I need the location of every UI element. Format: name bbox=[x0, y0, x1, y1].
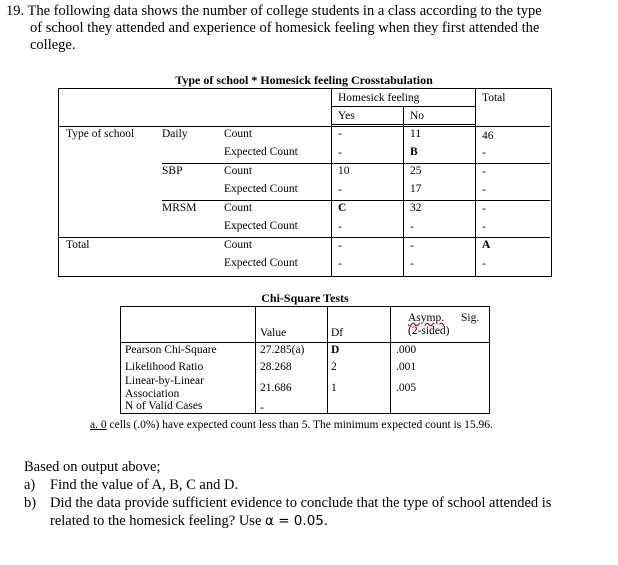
chisq-header-sig: Sig. bbox=[461, 312, 480, 324]
cell-unknown-c: C bbox=[338, 202, 347, 214]
cell-value: - bbox=[482, 258, 486, 270]
part-a bbox=[24, 476, 614, 494]
row-label-count: Count bbox=[224, 128, 253, 140]
header-total: Total bbox=[482, 92, 506, 104]
crosstab-divider bbox=[475, 88, 476, 276]
cell-value: - bbox=[482, 203, 486, 215]
cell-value: - bbox=[338, 221, 342, 233]
cell-value: - bbox=[338, 240, 342, 252]
cell-value: - bbox=[482, 221, 486, 233]
question-line-1: 19. The following data shows the number of college students in a class according to the type bbox=[6, 3, 542, 19]
cell-value: - bbox=[338, 147, 342, 159]
cell-value: - bbox=[482, 147, 486, 159]
chisq-value: 27.285(a) bbox=[260, 344, 305, 356]
intro-text: Based on output above; bbox=[24, 459, 161, 475]
cell-value: - bbox=[410, 240, 414, 252]
crosstab-table bbox=[58, 88, 552, 277]
question-line-3: college. bbox=[30, 37, 76, 53]
chisq-row-label: Likelihood Ratio bbox=[125, 361, 204, 373]
part-b-text: Did the data provide sufficient evidence to conclude that the type of school attended is bbox=[50, 495, 552, 511]
chisq-divider bbox=[327, 306, 328, 413]
chisq-row-label: Linear-by-Linear bbox=[125, 375, 204, 387]
row-label-expected: Expected Count bbox=[224, 257, 298, 269]
group-name-daily: Daily bbox=[162, 128, 188, 140]
row-label-count: Count bbox=[224, 202, 253, 214]
cell-value: 10 bbox=[338, 165, 350, 177]
cell-unknown-a: A bbox=[482, 239, 491, 251]
cell-value: - bbox=[410, 258, 414, 270]
cell-value: - bbox=[338, 258, 342, 270]
row-label-expected: Expected Count bbox=[224, 183, 298, 195]
chisq-df: 1 bbox=[331, 382, 337, 394]
chisq-title: Chi-Square Tests bbox=[261, 291, 349, 305]
header-yes: Yes bbox=[338, 110, 355, 122]
chisq-header-two-sided: (2-sided) bbox=[408, 325, 450, 337]
crosstab-divider bbox=[58, 126, 550, 127]
crosstab-divider bbox=[162, 163, 550, 164]
part-b-continued bbox=[24, 512, 614, 530]
row-header-total: Total bbox=[66, 239, 90, 251]
part-b-text-2: related to the homesick feeling? Use bbox=[50, 513, 262, 529]
cell-value: 32 bbox=[410, 202, 422, 214]
crosstab-divider bbox=[403, 106, 404, 276]
row-header-type-of-school: Type of school bbox=[66, 128, 135, 140]
cell-unknown-b: B bbox=[410, 146, 418, 158]
header-homesick-feeling: Homesick feeling bbox=[338, 92, 420, 104]
chisq-sig: .001 bbox=[396, 361, 417, 373]
chisq-value: 21.686 bbox=[260, 382, 292, 394]
chisq-sig: .005 bbox=[396, 382, 417, 394]
cell-value: - bbox=[410, 221, 414, 233]
chisq-sig: .000 bbox=[396, 344, 417, 356]
chisq-row-label: N of Valid Cases bbox=[125, 400, 203, 412]
cell-value: 11 bbox=[410, 128, 422, 140]
chisq-header-asymp: Asymp. bbox=[408, 312, 445, 324]
chisq-df: 2 bbox=[331, 361, 337, 373]
group-name-mrsm: MRSM bbox=[162, 202, 197, 214]
crosstab-divider bbox=[162, 200, 550, 201]
chisq-divider bbox=[390, 306, 391, 413]
footnote-text: cells (.0%) have expected count less than 5. The minimum expected count is 15.96. bbox=[106, 419, 493, 431]
chisq-row-label: Association bbox=[125, 388, 180, 400]
part-b bbox=[24, 494, 614, 512]
cell-value: - bbox=[482, 166, 486, 178]
chisq-value: - bbox=[260, 402, 264, 414]
cell-value: - bbox=[338, 128, 342, 140]
chisq-header-value: Value bbox=[260, 327, 287, 339]
chisq-divider bbox=[255, 306, 256, 413]
alpha-expression: α = 0.05. bbox=[265, 513, 329, 529]
question-text bbox=[6, 3, 610, 54]
chisq-header-df: Df bbox=[331, 327, 344, 339]
footnote-marker: a. 0 bbox=[90, 419, 107, 431]
chisq-divider bbox=[120, 342, 489, 343]
crosstab-divider bbox=[331, 88, 332, 276]
chisq-row-label: Pearson Chi-Square bbox=[125, 344, 217, 356]
cell-value: - bbox=[482, 184, 486, 196]
cell-value: 46 bbox=[482, 130, 494, 142]
part-b-label: b) bbox=[24, 495, 37, 511]
cell-value: - bbox=[338, 184, 342, 196]
row-label-count: Count bbox=[224, 165, 253, 177]
row-label-expected: Expected Count bbox=[224, 220, 298, 232]
chisq-footnote bbox=[90, 419, 493, 431]
crosstab-title: Type of school * Homesick feeling Crosstabulation bbox=[175, 73, 433, 87]
part-a-text: Find the value of A, B, C and D. bbox=[50, 477, 239, 493]
group-name-sbp: SBP bbox=[162, 165, 183, 177]
chisq-unknown-d: D bbox=[331, 344, 340, 356]
chisq-value: 28.268 bbox=[260, 361, 292, 373]
part-a-label: a) bbox=[24, 477, 36, 493]
row-label-count: Count bbox=[224, 239, 253, 251]
cell-value: 17 bbox=[410, 183, 422, 195]
sub-questions bbox=[24, 458, 614, 530]
header-no: No bbox=[410, 110, 425, 122]
crosstab-divider bbox=[58, 237, 550, 238]
cell-value: 25 bbox=[410, 165, 422, 177]
row-label-expected: Expected Count bbox=[224, 146, 298, 158]
question-line-2: of school they attended and experience of homesick feeling when they first attended the bbox=[30, 20, 540, 36]
